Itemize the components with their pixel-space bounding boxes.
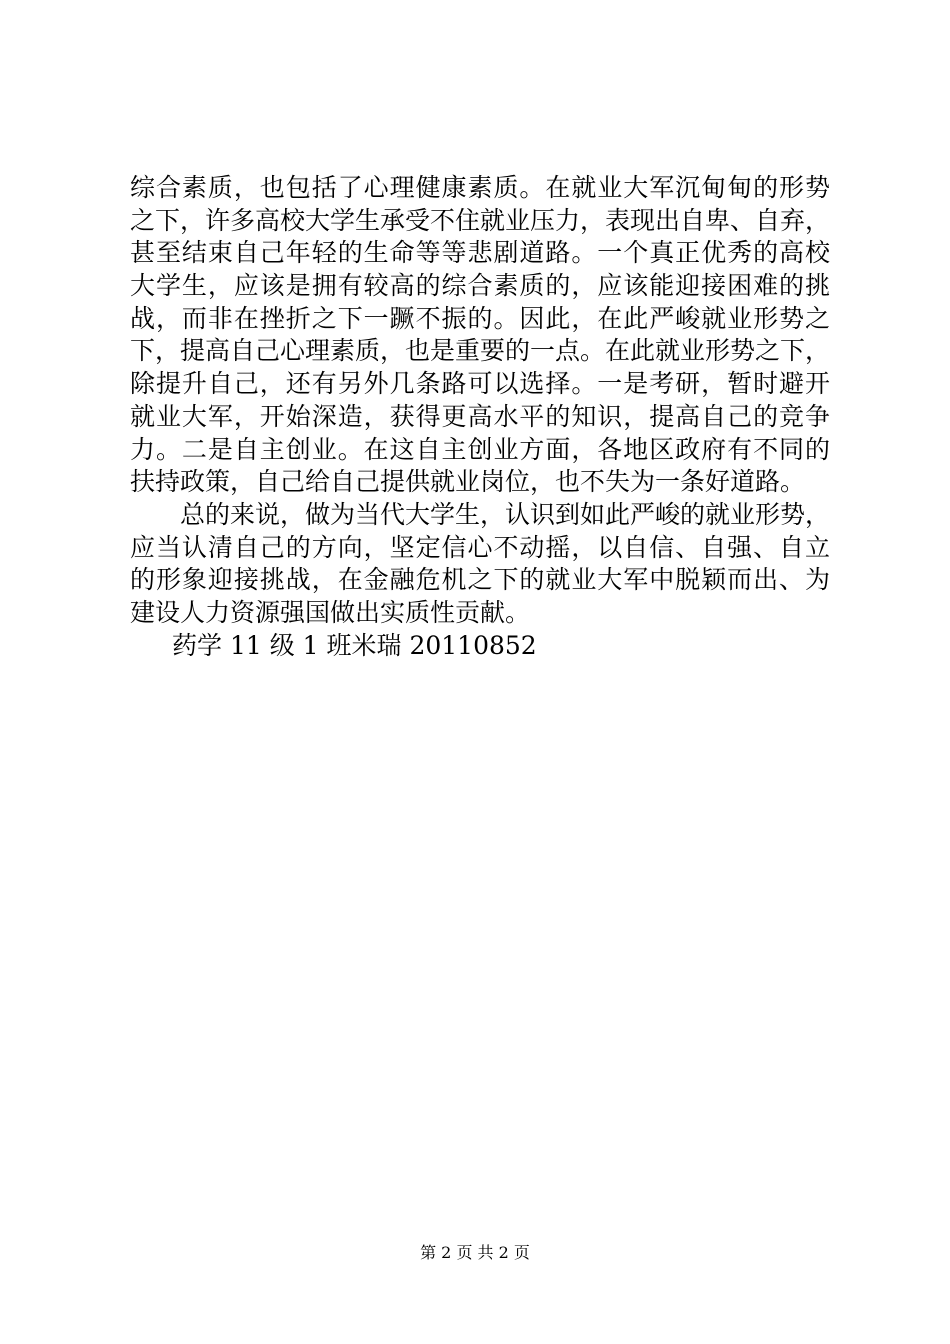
paragraph-line: 就业大军，开始深造，获得更高水平的知识，提高自己的竞争 — [130, 401, 830, 431]
paragraph-line: 应当认清自己的方向，坚定信心不动摇，以自信、自强、自立 — [130, 532, 830, 562]
paragraph-line: 之下，许多高校大学生承受不住就业压力，表现出自卑、自弃， — [130, 205, 831, 235]
paragraph-line: 扶持政策，自己给自己提供就业岗位，也不失为一条好道路。 — [130, 467, 806, 497]
paragraph-line: 战，而非在挫折之下一蹶不振的。因此，在此严峻就业形势之 — [130, 303, 830, 333]
paragraph-line: 大学生，应该是拥有较高的综合素质的，应该能迎接困难的挑 — [130, 271, 830, 301]
document-body — [130, 172, 830, 662]
paragraph-line: 甚至结束自己年轻的生命等等悲剧道路。一个真正优秀的高校 — [130, 238, 830, 268]
paragraph-line: 除提升自己，还有另外几条路可以选择。一是考研，暂时避开 — [130, 369, 830, 399]
paragraph-line: 下，提高自己心理素质，也是重要的一点。在此就业形势之下， — [130, 336, 831, 366]
paragraph-line: 力。二是自主创业。在这自主创业方面，各地区政府有不同的 — [130, 434, 830, 464]
author-signature: 药学 11 级 1 班米瑞 20110852 — [172, 630, 537, 660]
paragraph-line: 建设人力资源强国做出实质性贡献。 — [130, 597, 531, 627]
paragraph-line: 总的来说，做为当代大学生，认识到如此严峻的就业形势， — [180, 499, 831, 529]
paragraph-line: 综合素质，也包括了心理健康素质。在就业大军沉甸甸的形势 — [130, 173, 830, 202]
paragraph-line: 的形象迎接挑战，在金融危机之下的就业大军中脱颖而出、为 — [130, 565, 830, 595]
page-number-footer: 第 2 页 共 2 页 — [420, 1243, 530, 1262]
